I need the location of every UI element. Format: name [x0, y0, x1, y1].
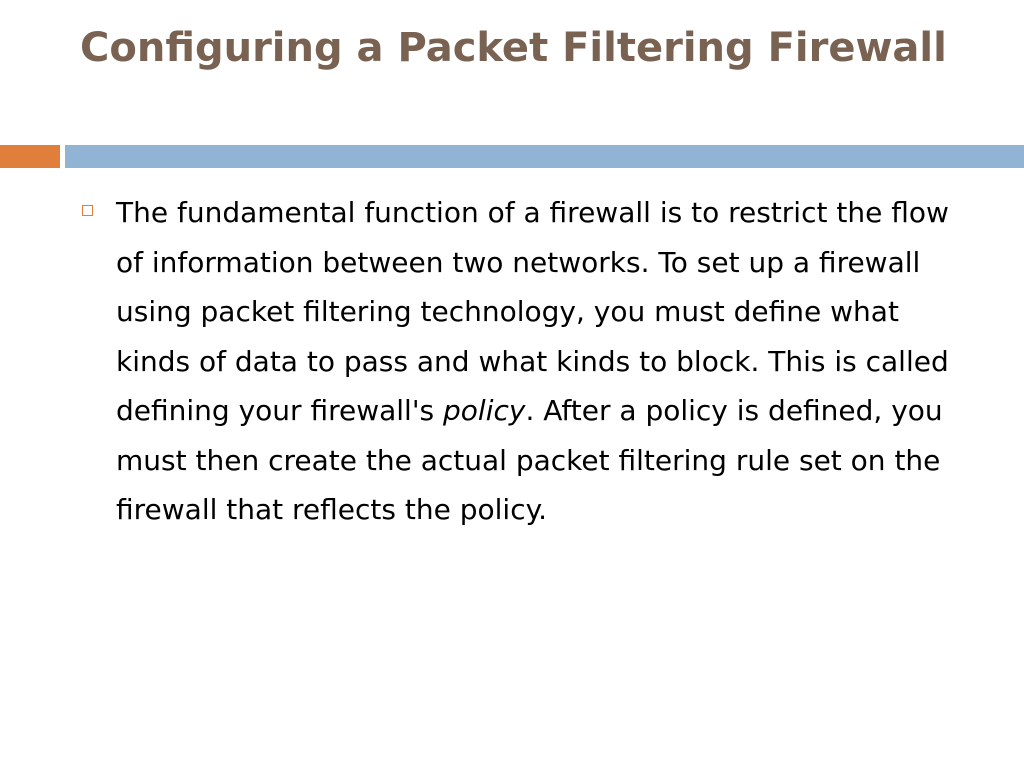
- bullet-text-after: . After a policy is defined, you must then create the actual packet filtering rule set on the firewall that reflects the policy.: [116, 394, 943, 526]
- slide-title: Configuring a Packet Filtering Firewall: [80, 25, 947, 71]
- accent-bar-blue: [65, 145, 1024, 168]
- bullet-text-emphasis: policy: [443, 394, 526, 427]
- bullet-item: [82, 188, 962, 535]
- bullet-text-before: The fundamental function of a firewall is to restrict the flow of information between two networks. To set up a firewall using packet filtering technology, you must define what kinds of data to pass and what kinds to block. This is called defining your firewall's: [116, 196, 949, 427]
- accent-bar-orange: [0, 145, 60, 168]
- bullet-text: [116, 188, 956, 535]
- slide-content: [82, 188, 962, 535]
- hollow-square-bullet-icon: [82, 205, 93, 216]
